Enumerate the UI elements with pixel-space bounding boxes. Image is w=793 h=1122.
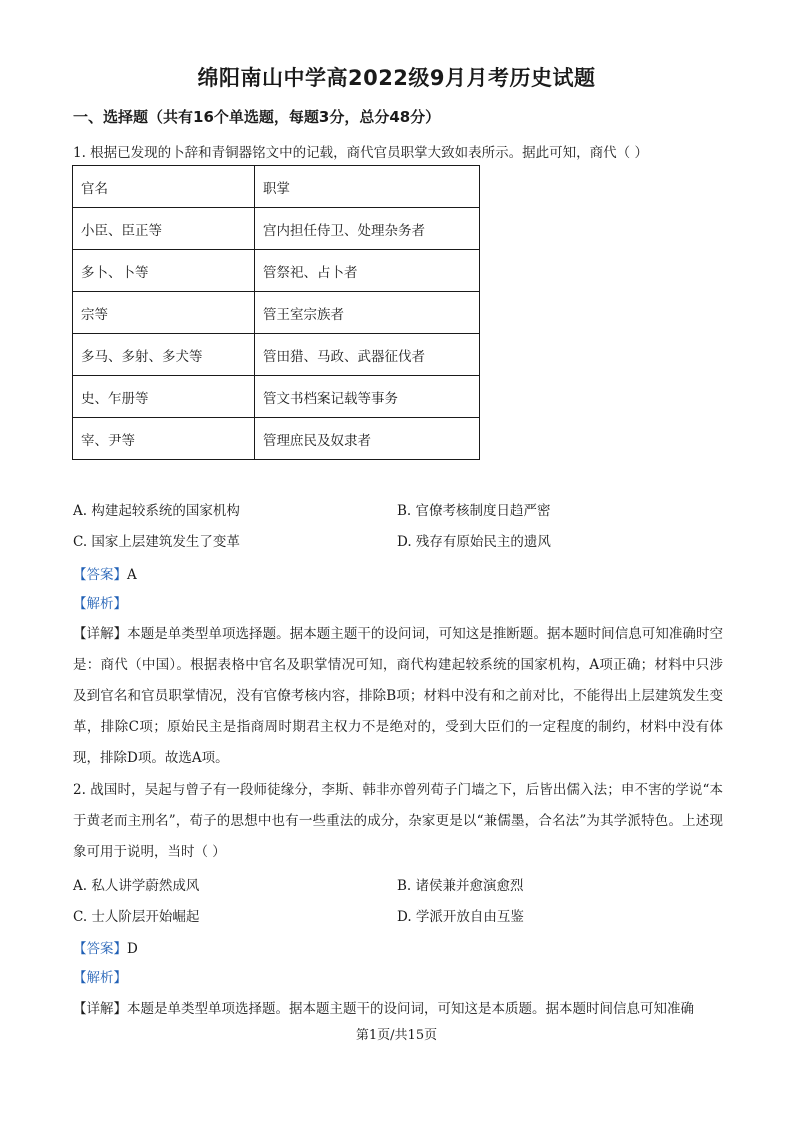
question-1-option-c: C. 国家上层建筑发生了变革 — [73, 534, 240, 550]
table-cell: 管王室宗族者 — [255, 292, 480, 334]
page-title: 绵阳南山中学高2022级9月月考历史试题 — [197, 66, 596, 90]
table-cell: 宗等 — [73, 292, 255, 334]
table-row — [73, 208, 480, 250]
question-2-option-a: A. 私人讲学蔚然成风 — [73, 878, 200, 894]
question-2-answer — [73, 937, 138, 957]
officials-table — [72, 165, 480, 460]
detail-text: 本题是单类型单项选择题。据本题主题干的设问词，可知这是本质题。据本题时间信息可知准确 — [127, 1001, 694, 1017]
section-heading: 一、选择题（共有16个单选题，每题3分，总分48分） — [73, 108, 441, 126]
question-1-option-a: A. 构建起较系统的国家机构 — [73, 503, 240, 519]
table-row — [73, 250, 480, 292]
table-cell: 管理庶民及奴隶者 — [255, 418, 480, 460]
question-1-analysis-tag: 【解析】 — [73, 596, 127, 612]
table-row — [73, 292, 480, 334]
question-2-stem: 2. 战国时，吴起与曾子有一段师徒缘分，李斯、韩非亦曾列荀子门墙之下，后皆出儒入法；申不害的学说“本于黄老而主刑名”，荀子的思想中也有一些重法的成分，杂家更是以“兼儒墨，合名法”为其学派特色。上述现象可用于说明，当时（ ） — [73, 782, 723, 860]
question-2-option-d: D. 学派开放自由互鉴 — [397, 909, 524, 925]
detail-tag: 【详解】 — [73, 1001, 127, 1017]
table-cell: 多卜、卜等 — [73, 250, 255, 292]
table-cell: 管田猎、马政、武器征伐者 — [255, 334, 480, 376]
table-header-cell: 职掌 — [255, 166, 480, 208]
answer-value: D — [127, 941, 138, 957]
question-1-detail — [73, 619, 723, 774]
question-2-detail — [73, 994, 723, 1025]
question-1-option-b: B. 官僚考核制度日趋严密 — [397, 503, 551, 519]
table-row — [73, 334, 480, 376]
question-1-answer — [73, 563, 137, 583]
answer-tag: 【答案】 — [73, 567, 127, 583]
question-1-option-d: D. 残存有原始民主的遗风 — [397, 534, 551, 550]
detail-text: 本题是单类型单项选择题。据本题主题干的设问词，可知这是推断题。据本题时间信息可知准确时空是：商代（中国）。根据表格中官名及职掌情况可知，商代构建起较系统的国家机构，A项正确；材料中只涉及到官名和官员职掌情况，没有官僚考核内容，排除B项；材料中没有和之前对比，不能得出上层建筑发生变革，排除C项；原始民主是指商周时期君主权力不是绝对的，受到大臣们的一定程度的制约，材料中没有体现，排除D项。故选A项。 — [73, 626, 724, 766]
answer-tag: 【答案】 — [73, 941, 127, 957]
table-cell: 多马、多射、多犬等 — [73, 334, 255, 376]
table-cell: 史、乍册等 — [73, 376, 255, 418]
question-1-stem: 1. 根据已发现的卜辞和青铜器铭文中的记载，商代官员职掌大致如表所示。据此可知，商代（ ） — [73, 145, 648, 161]
question-2-analysis-tag: 【解析】 — [73, 970, 127, 986]
answer-value: A — [127, 567, 137, 583]
table-cell: 小臣、臣正等 — [73, 208, 255, 250]
table-row — [73, 418, 480, 460]
table-cell: 管祭祀、占卜者 — [255, 250, 480, 292]
detail-tag: 【详解】 — [73, 626, 128, 642]
question-2-option-c: C. 士人阶层开始崛起 — [73, 909, 200, 925]
page-footer: 第1页/共15页 — [355, 1028, 438, 1043]
table-header-cell: 官名 — [73, 166, 255, 208]
question-2-option-b: B. 诸侯兼并愈演愈烈 — [397, 878, 524, 894]
table-row — [73, 376, 480, 418]
table-cell: 宫内担任侍卫、处理杂务者 — [255, 208, 480, 250]
table-header-row — [73, 166, 480, 208]
table-cell: 宰、尹等 — [73, 418, 255, 460]
table-cell: 管文书档案记载等事务 — [255, 376, 480, 418]
